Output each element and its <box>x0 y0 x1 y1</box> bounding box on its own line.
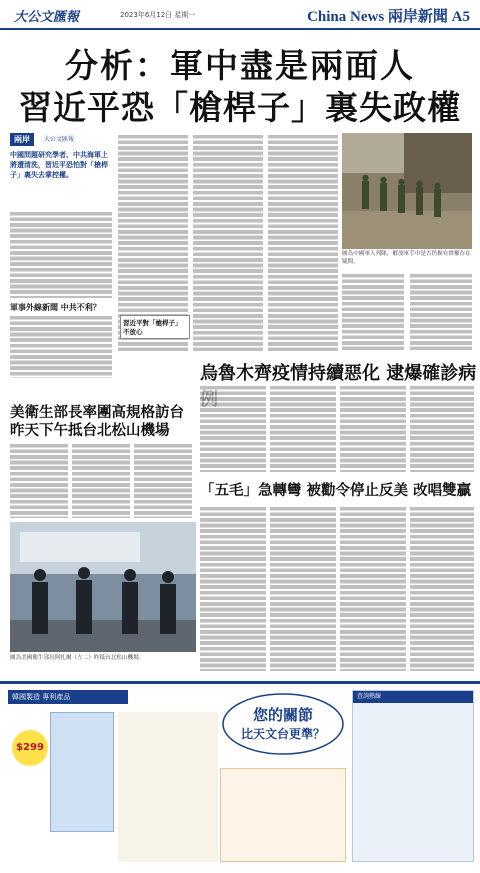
ad-product-panel <box>8 690 218 862</box>
ad-price: $299 <box>12 730 48 766</box>
body-column <box>340 505 406 671</box>
body-column <box>340 384 406 472</box>
main-headline-line1: 分析：軍中盡是兩面人 <box>65 46 415 85</box>
ad-info-panel <box>220 768 346 862</box>
section-name: China News 兩岸新聞 A5 <box>307 9 470 25</box>
ad-bubble-line2: 比天文台更準？ <box>240 727 325 741</box>
body-column <box>10 442 68 518</box>
body-column <box>270 505 336 671</box>
body-column <box>10 314 112 378</box>
subheading: 「五毛」急轉彎 被勸令停止反美 改唱雙贏 <box>200 482 472 499</box>
body-column <box>268 133 338 351</box>
body-column <box>200 384 266 472</box>
body-column <box>134 442 192 518</box>
soldiers-photo <box>342 133 472 249</box>
subheading: 習近平對「槍桿子」不放心 <box>120 315 190 339</box>
body-column <box>193 133 263 351</box>
subheading <box>10 404 196 440</box>
ad-bubble-line1: 您的關節 <box>252 706 313 724</box>
body-column <box>342 272 404 350</box>
subheading-line: 昨天下午抵台北松山機場 <box>10 422 170 439</box>
issue-date: 2023年6月12日 星期一 <box>120 11 196 19</box>
advertisement <box>0 681 480 873</box>
ad-brand: 韓國製造 專利產品 <box>8 690 128 704</box>
ad-flowchart-panel <box>352 690 474 862</box>
ad-phone-note: 查詢熱線 <box>353 691 473 703</box>
newspaper-brand: 大公文匯報 <box>14 10 80 25</box>
ad-text-panel <box>118 712 218 862</box>
body-column <box>72 442 130 518</box>
body-column <box>410 384 474 472</box>
photo-caption: 圖為美國衛生部長阿扎爾（左二）昨抵台北松山機場。 <box>10 655 145 661</box>
subheading: 軍事外線新聞 中共不利？ <box>10 302 101 312</box>
masthead <box>0 0 480 30</box>
body-column <box>10 210 112 298</box>
subheading: 烏魯木齊疫情持續惡化 逮爆確診病 <box>200 363 477 384</box>
photo-caption: 圖為中國軍人列隊，解放軍手中是否仍握有實權存在疑問。 <box>342 251 471 265</box>
ad-bubble <box>220 690 346 760</box>
section-tag: 兩岸 <box>10 133 34 146</box>
body-column <box>410 272 472 350</box>
lead-paragraph: 中國問題研究學者、中共海軍上將遭清洗，習近平恐怕對「槍桿子」裏失去掌控權。 <box>10 151 108 179</box>
officials-photo <box>10 522 196 652</box>
byline: 大公文匯報 <box>44 136 75 143</box>
subheading-line: 美衛生部長率團高規格訪台 <box>10 404 184 421</box>
body-column <box>410 505 474 671</box>
body-column <box>200 505 266 671</box>
body-column <box>270 384 336 472</box>
main-headline-line2: 習近平恐「槍桿子」裏失政權 <box>19 88 461 127</box>
ad-product-box <box>50 712 114 832</box>
